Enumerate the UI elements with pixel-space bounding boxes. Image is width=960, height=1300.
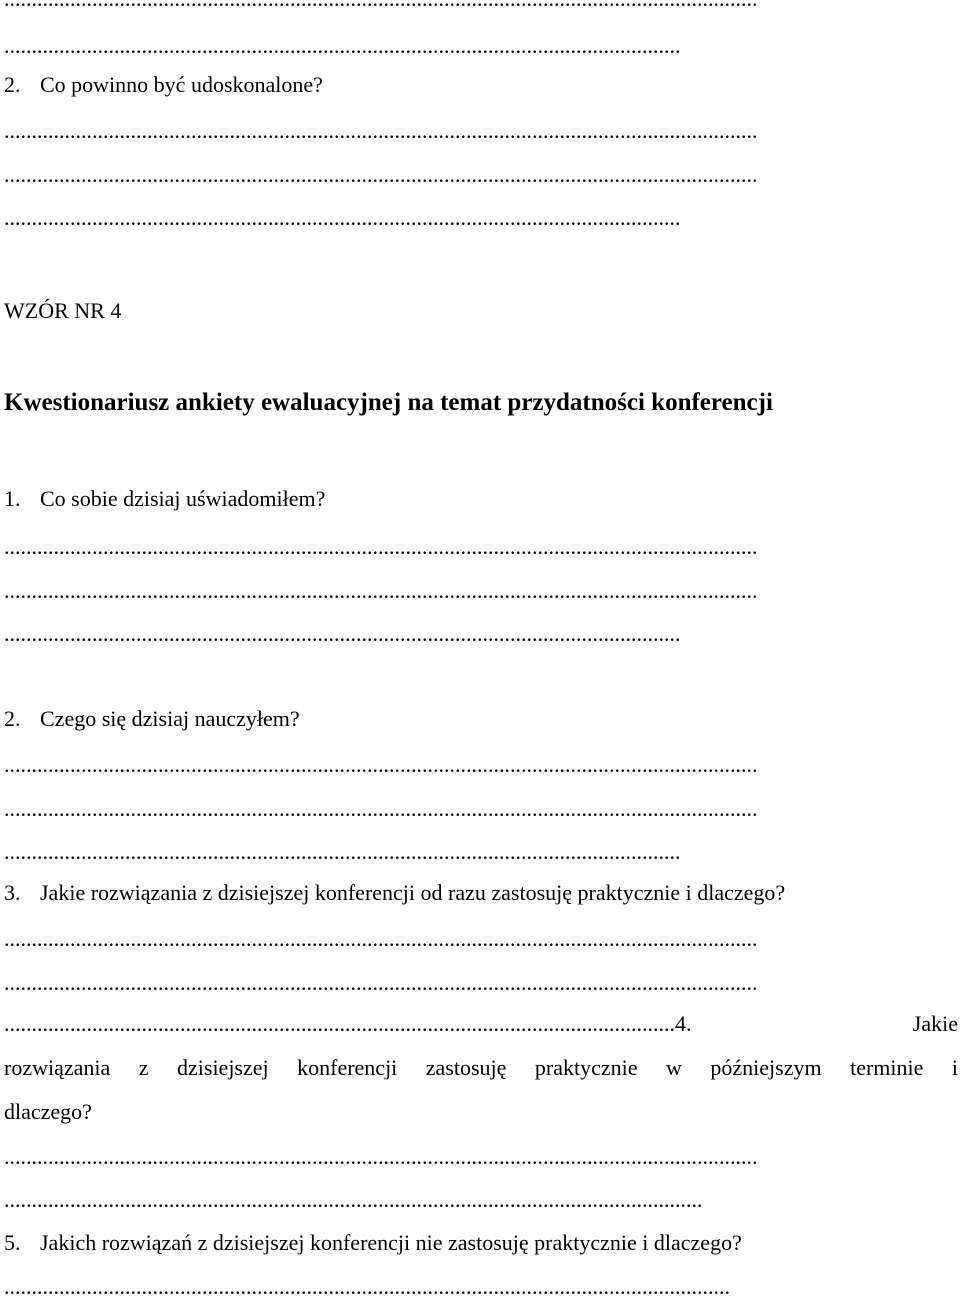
question-4-word: w	[666, 1055, 682, 1080]
question-text: Co powinno być udoskonalone?	[40, 72, 323, 97]
answer-dotted-line[interactable]: .........................................................................................................................................	[4, 796, 758, 821]
answer-dotted-line[interactable]: ...............................................................................................................................	[4, 1187, 703, 1212]
form-label: WZÓR NR 4	[4, 298, 122, 323]
question-4-word: terminie	[850, 1055, 924, 1080]
question-4-word: z	[138, 1055, 149, 1080]
answer-dotted-line[interactable]: .........................................................................................................................................	[4, 752, 758, 777]
question-number: 2.	[4, 72, 21, 97]
form-title: Kwestionariusz ankiety ewaluacyjnej na temat przydatności konferencji	[4, 389, 773, 416]
question-text: Jakie rozwiązania z dzisiejszej konferencji od razu zastosuję praktycznie i dlaczego?	[40, 880, 786, 905]
answer-dotted-line[interactable]: .........................................................................................................................................	[4, 970, 758, 995]
question-5	[4, 1230, 742, 1256]
question-4-text-line	[4, 1055, 958, 1081]
question-number: 5.	[4, 1230, 21, 1255]
question-text: Co sobie dzisiaj uświadomiłem?	[40, 486, 326, 511]
answer-dotted-line[interactable]: .........................................................................................................................................	[4, 926, 758, 951]
question-text: Jakich rozwiązań z dzisiejszej konferencji nie zastosuję praktycznie i dlaczego?	[40, 1230, 742, 1255]
answer-dotted-line[interactable]: ...........................................................................................................................	[4, 33, 681, 58]
answer-dotted-line[interactable]: ..........................................................................................................................4.	[4, 1011, 692, 1036]
answer-dotted-line[interactable]: .........................................................................................................................................	[4, 1144, 758, 1169]
question-number: 2.	[4, 706, 21, 731]
question-2	[4, 706, 300, 732]
question-text: Czego się dzisiaj nauczyłem?	[40, 706, 300, 731]
question-4-word: Jakie	[912, 1011, 958, 1036]
answer-dotted-line[interactable]: .........................................................................................................................................	[4, 162, 758, 187]
question-4-text-end: dlaczego?	[4, 1099, 92, 1124]
question-number: 3.	[4, 880, 21, 905]
question-4-word: i	[951, 1055, 958, 1080]
answer-dotted-line[interactable]: .........................................................................................................................................	[4, 118, 758, 143]
answer-dotted-line[interactable]: .........................................................................................................................................	[4, 534, 758, 559]
question-4-word: rozwiązania	[4, 1055, 111, 1080]
question-prev-2	[4, 72, 323, 98]
answer-dotted-line[interactable]: ...........................................................................................................................	[4, 839, 681, 864]
answer-dotted-line[interactable]: ...........................................................................................................................	[4, 621, 681, 646]
answer-dotted-line[interactable]: ...........................................................................................................................	[4, 205, 681, 230]
question-4-word: praktycznie	[534, 1055, 638, 1080]
question-3	[4, 880, 785, 906]
answer-dotted-line[interactable]: ....................................................................................................................................	[4, 1274, 730, 1299]
question-4-first-line	[4, 1011, 958, 1037]
question-4-word: dzisiejszej	[177, 1055, 269, 1080]
answer-dotted-line[interactable]	[4, 0, 958, 12]
question-4-word: późniejszym	[710, 1055, 822, 1080]
question-1	[4, 486, 325, 512]
question-4-word: konferencji	[297, 1055, 398, 1080]
question-4-word: zastosuję	[425, 1055, 507, 1080]
answer-dotted-line[interactable]: .........................................................................................................................................	[4, 578, 758, 603]
question-number: 1.	[4, 486, 21, 511]
